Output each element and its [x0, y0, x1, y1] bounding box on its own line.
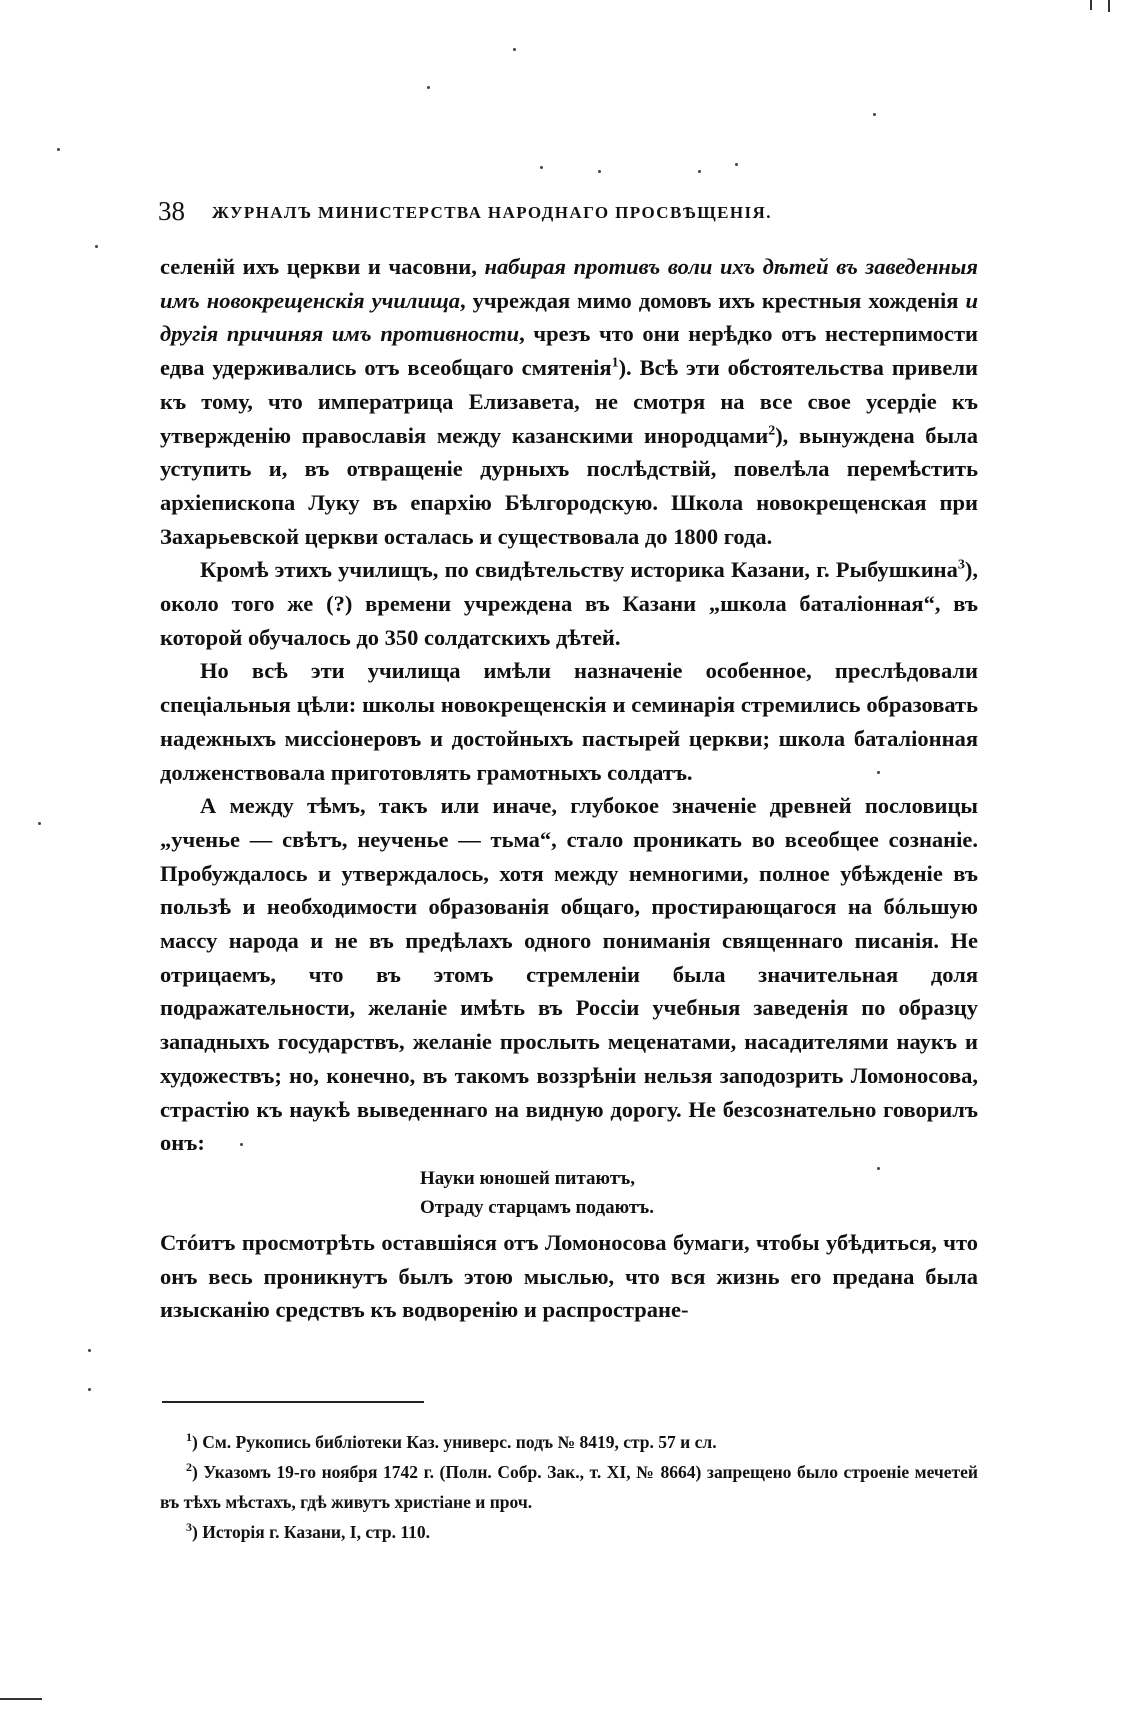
body-text	[160, 250, 978, 1327]
paragraph: Стóитъ просмотрѣть оставшіяся отъ Ломоносова бумаги, чтобы убѣдиться, что онъ весь проникнутъ былъ этою мыслью, что вся жизнь его предана была изысканію средствъ къ водворенію и распростране-	[160, 1229, 978, 1323]
poem-line: Науки юношей питаютъ,	[420, 1167, 635, 1189]
paragraph: селеній ихъ церкви и часовни, набирая противъ воли ихъ дѣтей въ заведенныя имъ новокрещенскія училища, учреждая мимо домовъ ихъ крестныя хожденія и другія причиняя имъ противности, чрезъ что они нерѣдко отъ нестерпимости едва удерживались отъ всеобщаго смятенія$^1$). Всѣ эти обстоятельства привели къ тому, что императрица Елизавета, не смотря на все свое усердіе къ утвержденію православія между казанскими инородцами$^2$), вынуждена была уступить и, въ отвращеніе дурныхъ послѣдствій, повелѣла перемѣстить архіепископа Луку въ епархію Бѣлгородскую. Школа новокрещенская при Захарьевской церкви осталась и существовала до 1800 года.	[160, 254, 979, 549]
footnote: $^1$) См. Рукопись библіотеки Каз. универс. подъ № 8419, стр. 57 и сл.	[186, 1430, 717, 1452]
italic-quote: набирая противъ воли ихъ дѣтей въ заведенныя имъ новокрещенскія училища	[160, 254, 979, 313]
footnote-ref[interactable]: 3	[957, 557, 965, 573]
paragraph: Но всѣ эти училища имѣли назначеніе особенное, преслѣдовали спеціальныя цѣли: школы новокрещенскія и семинарія стремились образовать надежныхъ миссіонеровъ и достойныхъ пастырей церкви; школа баталіонная долженствовала приготовлять грамотныхъ солдатъ.	[160, 658, 978, 785]
page-number: 38	[158, 196, 185, 226]
footnote-ref[interactable]: 1	[611, 355, 619, 371]
poem-quote	[160, 1164, 978, 1222]
footnote-mark: 1	[186, 1430, 192, 1445]
scan-edge-mark	[1108, 0, 1110, 12]
italic-quote: и другія причиняя имъ противности	[160, 287, 978, 347]
footnote: $^3$) Исторія г. Казани, I, стр. 110.	[186, 1520, 431, 1542]
paragraph: Кромѣ этихъ училищъ, по свидѣтельству историка Казани, г. Рыбушкина$^3$), около того же (?) времени учреждена въ Казани „школа баталіонная“, въ которой обучалось до 350 солдатскихъ дѣтей.	[160, 557, 978, 650]
footnote-divider	[162, 1401, 424, 1403]
scan-edge-mark	[0, 1698, 42, 1700]
page-header	[158, 196, 978, 226]
footnotes	[160, 1427, 978, 1547]
footnote-mark: 3	[186, 1520, 192, 1535]
footnote-mark: 2	[186, 1460, 192, 1475]
running-title: ЖУРНАЛЪ МИНИСТЕРСТВА НАРОДНАГО ПРОСВѢЩЕНІЯ.	[212, 203, 772, 222]
scan-edge-mark	[1090, 0, 1092, 10]
paragraph: А между тѣмъ, такъ или иначе, глубокое значеніе древней пословицы „ученье — свѣтъ, неученье — тьма“, стало проникать во всеобщее сознаніе. Пробуждалось и утверждалось, хотя между немногими, полное убѣжденіе въ пользѣ и необходимости образованія общаго, простирающагося на бóльшую массу народа и не въ предѣлахъ одного пониманія священнаго писанія. Не отрицаемъ, что въ этомъ стремленіи была значительная доля подражательности, желаніе имѣть въ Россіи учебныя заведенія по образцу западныхъ государствъ, желаніе прослыть меценатами, насадителями наукъ и художествъ; но, конечно, въ такомъ воззрѣніи нельзя заподозрить Ломоносова, страстію къ наукѣ выведеннаго на видную дорогу. Не безсознательно говорилъ онъ:	[160, 793, 978, 1156]
poem-line: Отраду старцамъ подаютъ.	[420, 1196, 654, 1218]
footnote-ref[interactable]: 2	[768, 423, 776, 439]
footnote: $^2$) Указомъ 19-го ноября 1742 г. (Полн. Собр. Зак., т. XI, № 8664) запрещено было строеніе мечетей въ тѣхъ мѣстахъ, гдѣ живутъ христіане и проч.	[160, 1460, 978, 1512]
